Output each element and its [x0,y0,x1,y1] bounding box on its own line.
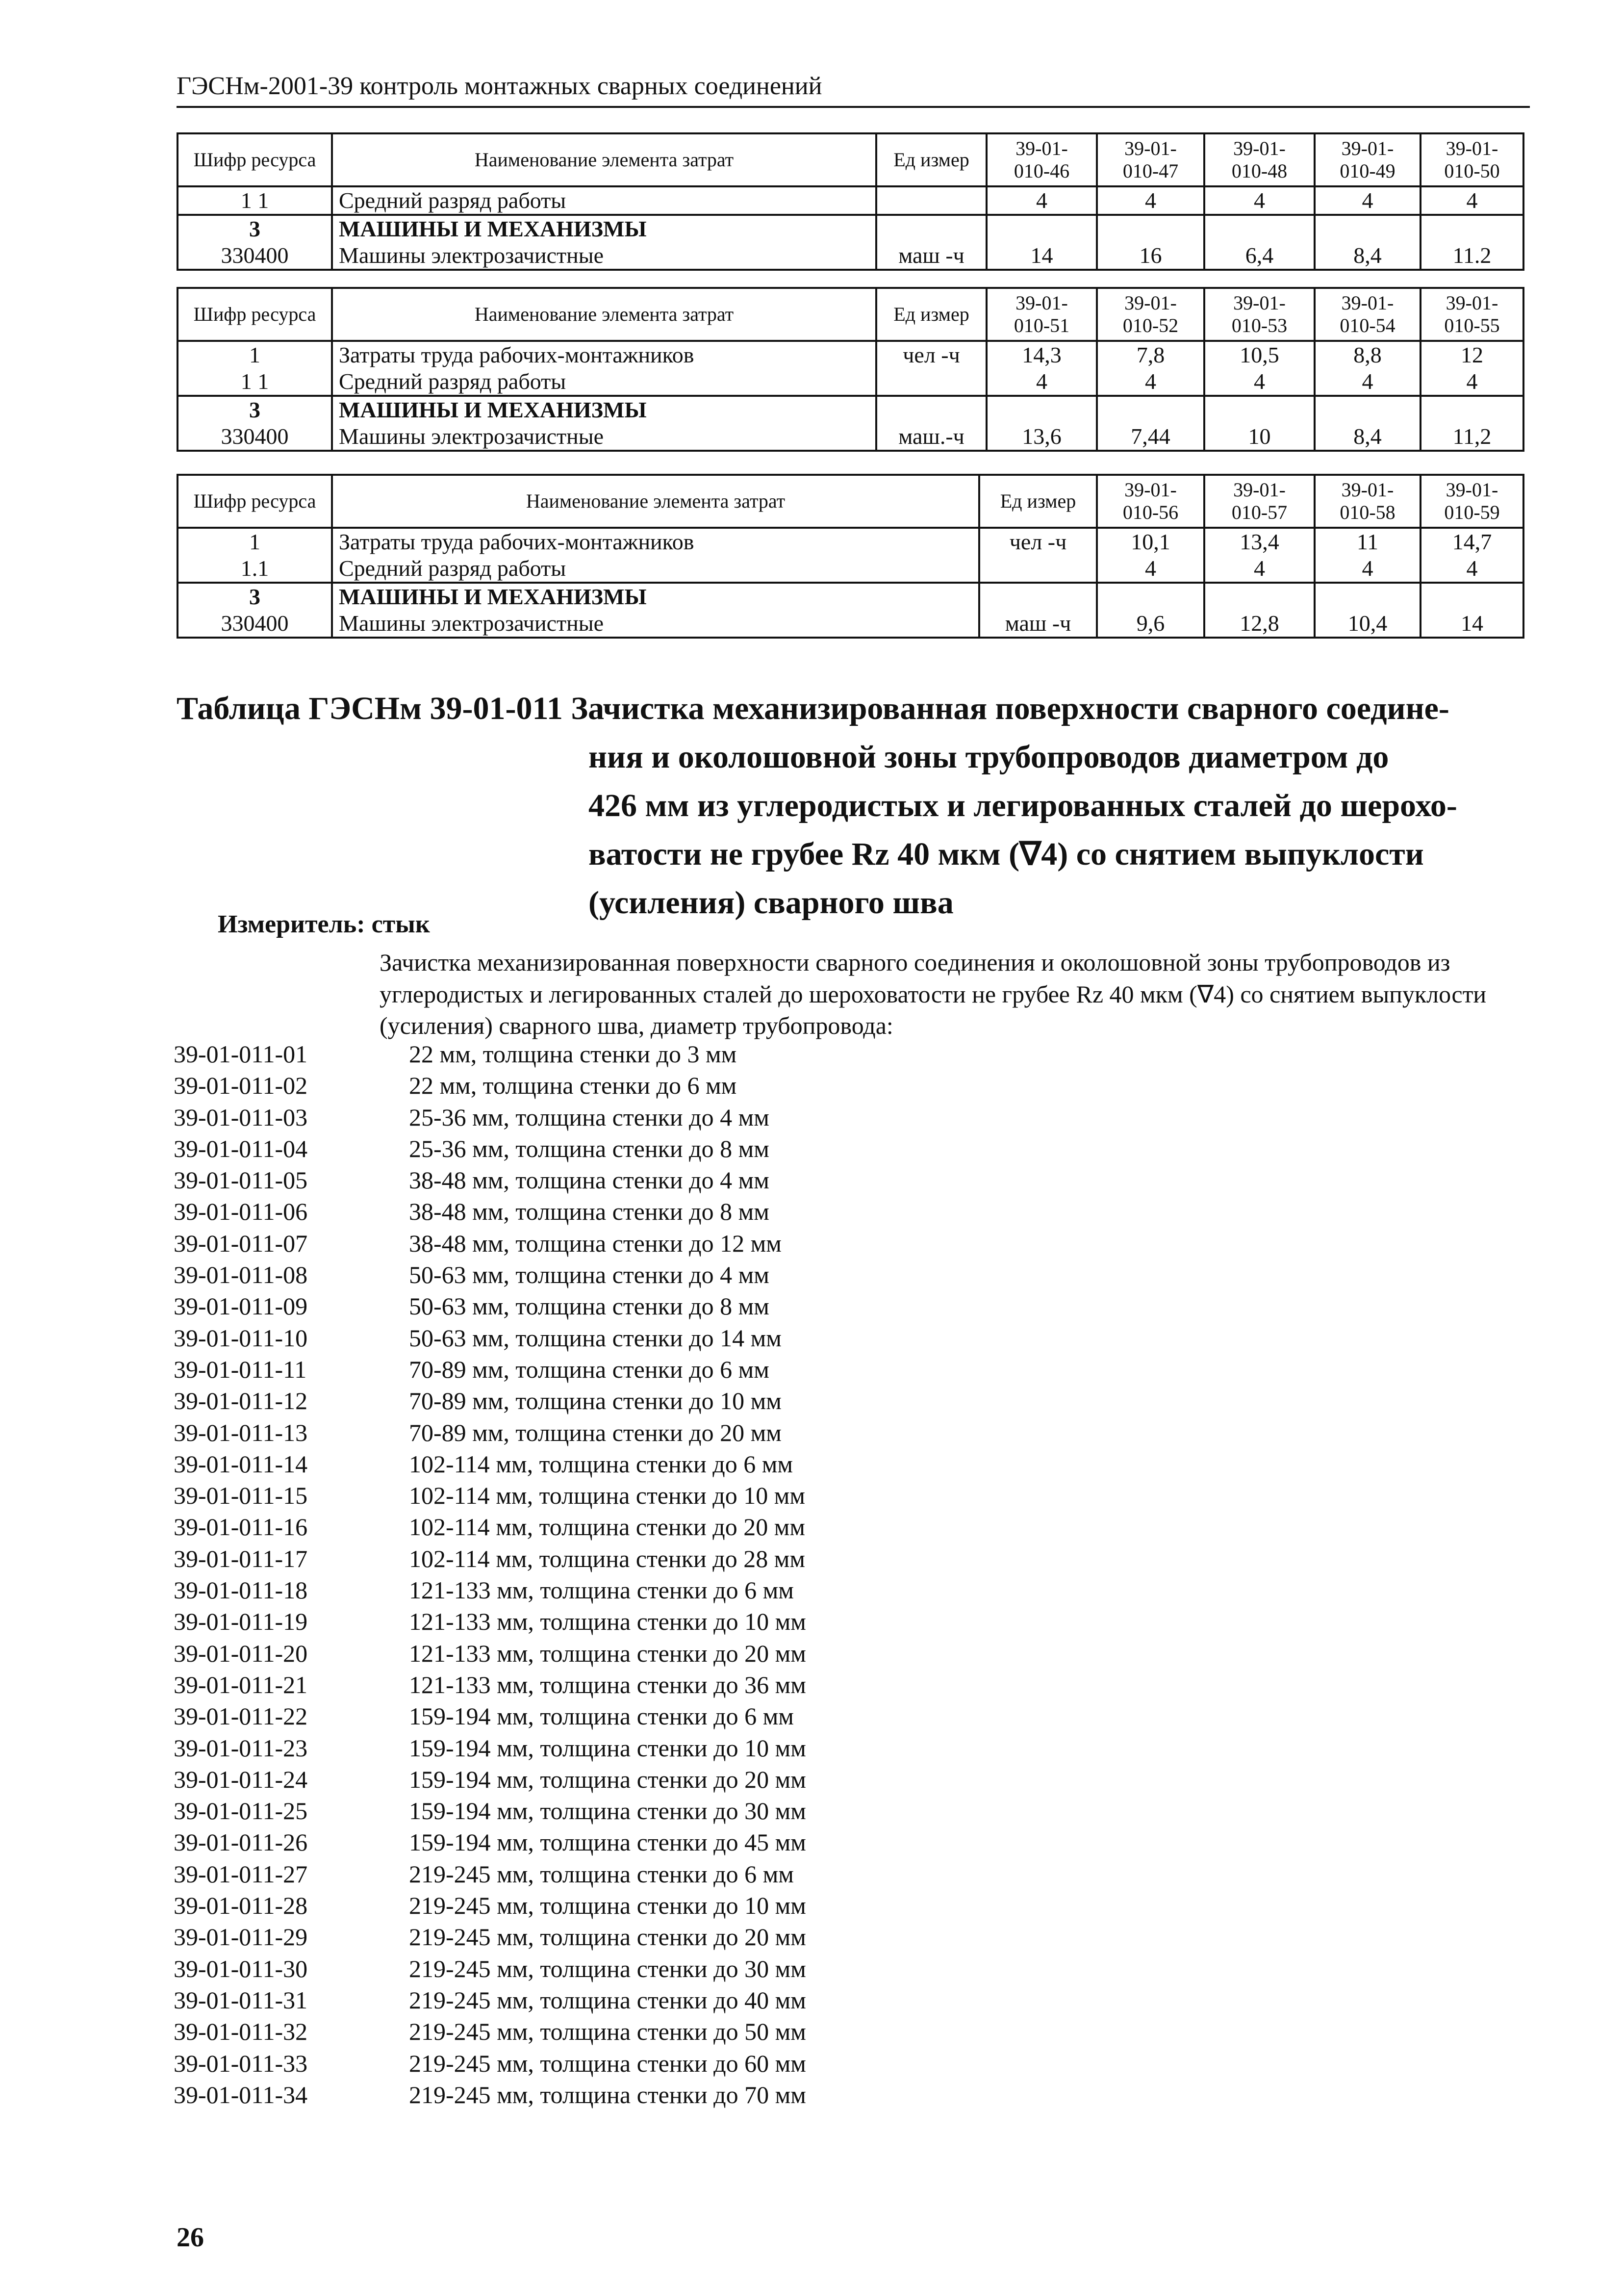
column-header-rate: 39-01- 010-56 [1097,475,1204,528]
section-title-line: (усиления) сварного шва [588,885,954,921]
item-code: 39-01-011-33 [174,2049,308,2077]
item-description: 25-36 мм, толщина стенки до 8 мм [409,1134,769,1162]
rate-value [1315,215,1421,270]
rate-value [1315,341,1421,396]
rate-value [987,341,1097,396]
resource-code [178,341,332,396]
rate-value-text: 9,6 [1136,611,1165,636]
rate-value-text: 12,8 [1240,611,1279,636]
rate-value-text: 14 [1030,243,1053,268]
table-row-group [178,396,1523,451]
resource-table-1 [177,132,1524,271]
rate-value [1315,583,1421,638]
rate-value-text: 4 [1254,556,1265,581]
rate-value [1421,215,1523,270]
rate-value-text [1321,584,1414,610]
column-header-unit: Ед измер [876,133,987,186]
item-code: 39-01-011-16 [174,1513,308,1541]
item-code: 39-01-011-20 [174,1639,308,1667]
column-header-rate: 39-01- 010-49 [1315,133,1421,186]
item-description: 121-133 мм, толщина стенки до 36 мм [409,1671,806,1698]
cost-element-name-text: Затраты труда рабочих-монтажников [339,529,694,554]
rate-value [987,396,1097,451]
resource-code-text: 3 [249,584,260,609]
column-header-rate: 39-01- 010-52 [1097,288,1204,341]
rate-value [987,186,1097,215]
rate-value-text: 13,6 [1022,424,1062,449]
column-header-rate: 39-01- 010-58 [1315,475,1421,528]
section-title-line: ния и околошовной зоны трубопроводов диаметром до [588,739,1389,775]
item-description: 38-48 мм, толщина стенки до 4 мм [409,1166,769,1194]
column-header-rate: 39-01- 010-50 [1421,133,1523,186]
cost-element-name [332,528,979,583]
unit-text: маш.-ч [898,424,964,449]
item-code: 39-01-011-12 [174,1387,308,1415]
column-header-code: Шифр ресурса [178,133,332,186]
rate-value-text: 4 [1466,188,1478,213]
column-header-unit: Ед измер [876,288,987,341]
rate-value-text [1211,584,1308,610]
unit-text: маш -ч [1005,611,1071,636]
resource-table-3 [177,474,1524,639]
section-title [177,684,1457,921]
rate-value-text: 4 [1145,369,1156,394]
rate-value [1315,528,1421,583]
rate-value-text: 14,3 [1022,342,1062,367]
item-code: 39-01-011-19 [174,1608,308,1636]
rate-value-text: 4 [1466,369,1478,394]
rate-value-text: 4 [1145,188,1156,213]
item-code: 39-01-011-14 [174,1450,308,1478]
rate-value [1204,396,1315,451]
item-description: 219-245 мм, толщина стенки до 60 мм [409,2049,806,2077]
resource-table-2 [177,287,1524,452]
item-description: 159-194 мм, толщина стенки до 10 мм [409,1734,806,1762]
item-description: 50-63 мм, толщина стенки до 4 мм [409,1261,769,1289]
rate-value-text [993,216,1090,242]
section-title-line: Таблица ГЭСНм 39-01-011 Зачистка механизированная поверхности сварного соедине- [177,691,1449,726]
rate-value [1097,215,1204,270]
item-description: 25-36 мм, толщина стенки до 4 мм [409,1103,769,1131]
item-code: 39-01-011-21 [174,1671,308,1698]
item-code: 39-01-011-27 [174,1860,308,1888]
rate-value-text: 4 [1145,556,1156,581]
rate-value-text [1321,397,1414,423]
unit-text: чел -ч [903,342,960,367]
unit-text [986,555,1090,582]
cost-element-name-text: Машины электрозачистные [339,243,604,268]
cost-element-name-text: Средний разряд работы [339,556,566,581]
header-rule [177,106,1530,108]
resource-code-text: 330400 [221,424,289,449]
resource-code-text: 1 [249,529,260,554]
rate-value [1421,341,1523,396]
rate-value-text: 8,8 [1353,342,1382,367]
item-code: 39-01-011-30 [174,1954,308,1982]
rate-value-text [1427,584,1517,610]
rate-value-text [1321,216,1414,242]
rate-value [1204,528,1315,583]
column-header-rate: 39-01- 010-59 [1421,475,1523,528]
unit-text [883,187,980,214]
item-description: 121-133 мм, толщина стенки до 10 мм [409,1608,806,1636]
item-code: 39-01-011-22 [174,1702,308,1730]
rate-value-text: 10 [1248,424,1271,449]
resource-code [178,396,332,451]
item-code: 39-01-011-03 [174,1103,308,1131]
table-row-group [178,341,1523,396]
rate-value [1315,186,1421,215]
item-code: 39-01-011-29 [174,1923,308,1951]
header-row [178,475,1523,528]
resource-code-text: 3 [249,397,260,422]
item-code: 39-01-011-04 [174,1134,308,1162]
measure-unit: Измеритель: стык [218,910,430,938]
cost-element-name [332,186,876,215]
column-header-unit: Ед измер [979,475,1097,528]
column-header-rate: 39-01- 010-55 [1421,288,1523,341]
column-header-rate: 39-01- 010-47 [1097,133,1204,186]
cost-element-name-text: МАШИНЫ И МЕХАНИЗМЫ [339,584,647,609]
unit [979,528,1097,583]
cost-element-name-text: МАШИНЫ И МЕХАНИЗМЫ [339,216,647,241]
column-header-rate: 39-01- 010-48 [1204,133,1315,186]
item-description: 70-89 мм, толщина стенки до 6 мм [409,1355,769,1383]
resource-code-text: 1 1 [240,369,269,394]
unit-text [883,397,980,423]
rate-value-text [1104,397,1197,423]
item-code: 39-01-011-17 [174,1544,308,1572]
item-description: 159-194 мм, толщина стенки до 45 мм [409,1828,806,1856]
cost-element-name-text: Средний разряд работы [339,188,566,213]
rate-value [1421,186,1523,215]
item-code: 39-01-011-23 [174,1734,308,1762]
item-code: 39-01-011-02 [174,1072,308,1100]
rate-value-text: 4 [1254,188,1265,213]
resource-code-text: 330400 [221,243,289,268]
item-code: 39-01-011-08 [174,1261,308,1289]
item-description: 219-245 мм, толщина стенки до 30 мм [409,1954,806,1982]
rate-value-text: 4 [1036,369,1047,394]
rate-value [1204,341,1315,396]
column-header-code: Шифр ресурса [178,288,332,341]
section-description: Зачистка механизированная поверхности сварного соединения и околошовной зоны трубопроводов из углеродистых и легированных сталей до шероховатости не грубее Rz 40 мкм (∇4) со снятием выпуклости (усиления) сварного шва, диаметр трубопровода: [380,949,1487,1039]
rate-value-text: 12 [1461,342,1483,367]
resource-code-text: 330400 [221,611,289,636]
rate-value-text: 4 [1362,556,1373,581]
page-number: 26 [177,2222,204,2253]
item-code: 39-01-011-09 [174,1292,308,1320]
rate-value-text: 11,2 [1452,424,1492,449]
column-header-rate: 39-01- 010-57 [1204,475,1315,528]
section-title-line: 426 мм из углеродистых и легированных сталей до шерохо- [588,788,1457,823]
item-description: 219-245 мм, толщина стенки до 20 мм [409,1923,806,1951]
resource-code [178,215,332,270]
column-header-name: Наименование элемента затрат [332,475,979,528]
resource-code-text: 3 [249,216,260,241]
header-row [178,288,1523,341]
unit-text: маш -ч [898,243,964,268]
rate-value [1204,215,1315,270]
item-description: 38-48 мм, толщина стенки до 12 мм [409,1229,782,1257]
item-description: 219-245 мм, толщина стенки до 70 мм [409,2081,806,2108]
rate-value-text [1104,216,1197,242]
rate-value-text: 11 [1356,529,1379,554]
cost-element-name-text: Машины электрозачистные [339,611,604,636]
rate-value [1097,583,1204,638]
resource-code-text: 1.1 [240,556,269,581]
rate-value [1097,528,1204,583]
rate-value-text: 10,5 [1240,342,1279,367]
section-title-line: ватости не грубее Rz 40 мкм (∇4) со снятием выпуклости [588,836,1424,872]
unit [876,215,987,270]
item-code: 39-01-011-11 [174,1355,307,1383]
column-header-name: Наименование элемента затрат [332,288,876,341]
rate-value [1204,583,1315,638]
rate-value-text: 7,8 [1136,342,1165,367]
rate-value [1204,186,1315,215]
cost-element-name-text: МАШИНЫ И МЕХАНИЗМЫ [339,397,647,422]
unit-text [883,368,980,395]
item-description: 70-89 мм, толщина стенки до 10 мм [409,1387,782,1415]
rate-value-text: 11.2 [1452,243,1492,268]
item-description: 219-245 мм, толщина стенки до 10 мм [409,1892,806,1920]
rate-value [1097,186,1204,215]
rate-value-text: 4 [1036,188,1047,213]
column-header-rate: 39-01- 010-51 [987,288,1097,341]
rate-value-text: 8,4 [1353,424,1382,449]
rate-value [1421,396,1523,451]
cost-element-name [332,215,876,270]
rate-value-text: 13,4 [1240,529,1279,554]
rate-value-text [1104,584,1197,610]
rate-value-text [1427,216,1517,242]
item-description: 159-194 мм, толщина стенки до 6 мм [409,1702,794,1730]
rate-value-text: 10,4 [1347,611,1388,636]
header-row [178,133,1523,186]
table-row-group [178,186,1523,215]
unit-text [986,584,1090,610]
rate-value-text: 14,7 [1452,529,1492,554]
rate-value-text: 4 [1466,556,1478,581]
item-description: 219-245 мм, толщина стенки до 50 мм [409,2018,806,2046]
rate-value-text [1211,397,1308,423]
item-description: 219-245 мм, толщина стенки до 6 мм [409,1860,794,1888]
rate-value [1421,583,1523,638]
unit [979,583,1097,638]
rate-value-text: 7,44 [1131,424,1170,449]
rate-value-text [1427,397,1517,423]
cost-element-name-text: Средний разряд работы [339,369,566,394]
rate-value [1097,341,1204,396]
running-header: ГЭСНм-2001-39 контроль монтажных сварных соединений [177,72,822,100]
item-description: 102-114 мм, толщина стенки до 28 мм [409,1544,806,1572]
item-description: 50-63 мм, толщина стенки до 8 мм [409,1292,769,1320]
item-code: 39-01-011-18 [174,1576,308,1604]
unit-text: чел -ч [1009,529,1067,554]
cost-element-name [332,583,979,638]
rate-value [1097,396,1204,451]
column-header-rate: 39-01- 010-46 [987,133,1097,186]
item-code: 39-01-011-10 [174,1324,308,1352]
rate-value [1315,396,1421,451]
rate-value-text: 4 [1254,369,1265,394]
rate-value [1421,528,1523,583]
rate-value-text: 8,4 [1353,243,1382,268]
column-header-code: Шифр ресурса [178,475,332,528]
item-code: 39-01-011-07 [174,1229,308,1257]
item-description: 102-114 мм, толщина стенки до 20 мм [409,1513,806,1541]
cost-element-name [332,341,876,396]
item-description: 219-245 мм, толщина стенки до 40 мм [409,1986,806,2014]
item-code: 39-01-011-26 [174,1828,308,1856]
item-description: 38-48 мм, толщина стенки до 8 мм [409,1198,769,1226]
item-code: 39-01-011-06 [174,1198,308,1226]
unit-text [883,216,980,242]
item-code: 39-01-011-01 [174,1040,308,1068]
unit [876,396,987,451]
item-code: 39-01-011-32 [174,2018,308,2046]
unit [876,341,987,396]
cost-element-name [332,396,876,451]
item-description: 50-63 мм, толщина стенки до 14 мм [409,1324,782,1352]
rate-value-text: 4 [1362,369,1373,394]
item-description: 22 мм, толщина стенки до 3 мм [409,1040,737,1068]
table-row-group [178,528,1523,583]
rate-value [987,215,1097,270]
item-description: 22 мм, толщина стенки до 6 мм [409,1072,737,1100]
rate-value-text: 6,4 [1245,243,1274,268]
item-description: 70-89 мм, толщина стенки до 20 мм [409,1418,782,1446]
rate-value-text: 14 [1461,611,1483,636]
item-description: 159-194 мм, толщина стенки до 20 мм [409,1765,806,1793]
item-code: 39-01-011-31 [174,1986,308,2014]
item-description: 159-194 мм, толщина стенки до 30 мм [409,1797,806,1825]
item-code: 39-01-011-28 [174,1892,308,1920]
table-row-group [178,583,1523,638]
item-code: 39-01-011-25 [174,1797,308,1825]
item-description: 102-114 мм, толщина стенки до 6 мм [409,1450,793,1478]
resource-code-text: 1 1 [240,188,269,213]
item-code: 39-01-011-34 [174,2081,308,2108]
item-description: 121-133 мм, толщина стенки до 20 мм [409,1639,806,1667]
rate-value-text: 4 [1362,188,1373,213]
item-description: 102-114 мм, толщина стенки до 10 мм [409,1482,806,1510]
resource-code-text: 1 [249,342,260,367]
rate-value-text: 10,1 [1131,529,1170,554]
rate-value-text [993,397,1090,423]
item-code: 39-01-011-13 [174,1418,308,1446]
item-code: 39-01-011-15 [174,1482,308,1510]
rate-value-text: 16 [1139,243,1162,268]
cost-element-name-text: Затраты труда рабочих-монтажников [339,342,694,367]
column-header-rate: 39-01- 010-54 [1315,288,1421,341]
unit [876,186,987,215]
resource-code [178,583,332,638]
column-header-rate: 39-01- 010-53 [1204,288,1315,341]
item-code: 39-01-011-05 [174,1166,308,1194]
resource-code [178,528,332,583]
item-code: 39-01-011-24 [174,1765,308,1793]
cost-element-name-text: Машины электрозачистные [339,424,604,449]
resource-code [178,186,332,215]
column-header-name: Наименование элемента затрат [332,133,876,186]
item-description: 121-133 мм, толщина стенки до 6 мм [409,1576,794,1604]
rate-value-text [1211,216,1308,242]
table-row-group [178,215,1523,270]
